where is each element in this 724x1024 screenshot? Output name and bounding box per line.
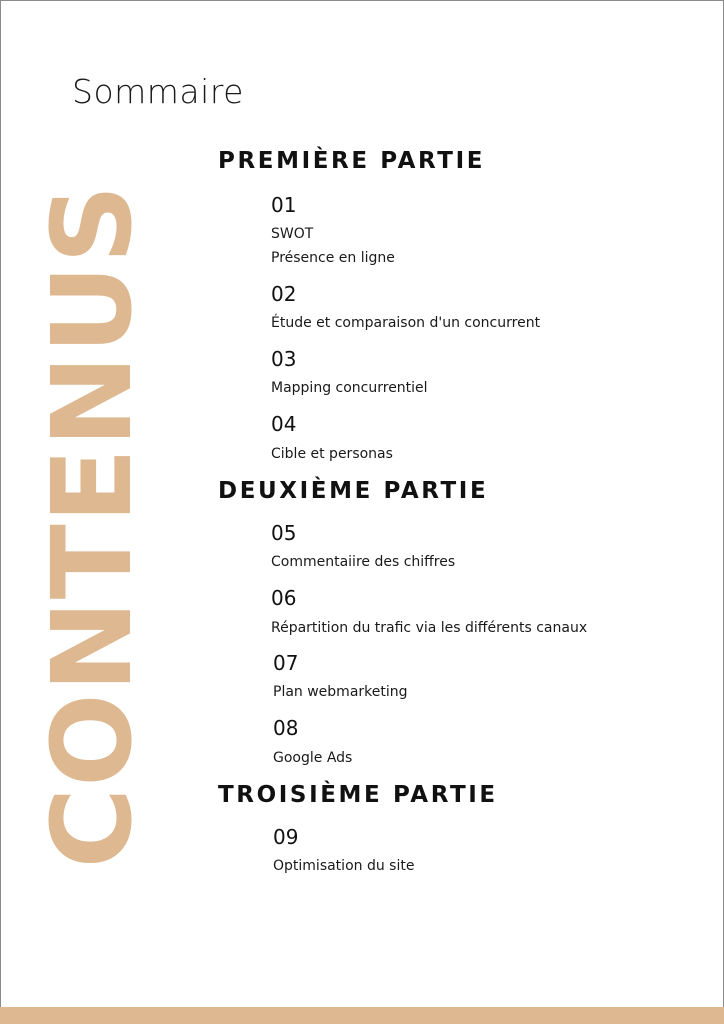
toc-item-plan-webmarketing: Plan webmarketing <box>273 684 408 700</box>
toc-item-repartition-trafic: Répartition du trafic via les différents canaux <box>271 620 588 636</box>
toc-item-etude-concurrent: Étude et comparaison d'un concurrent <box>271 315 541 331</box>
section-number-03: 03 <box>271 347 297 371</box>
section-number-08: 08 <box>273 716 299 740</box>
page-title: Sommaire <box>72 72 244 111</box>
toc-item-optimisation-site: Optimisation du site <box>273 858 415 874</box>
bottom-accent-band <box>0 1007 724 1024</box>
toc-item-mapping-concurrentiel: Mapping concurrentiel <box>271 380 428 396</box>
section-number-09: 09 <box>273 825 299 849</box>
section-number-04: 04 <box>271 412 297 436</box>
part-heading-3: TROISIÈME PARTIE <box>218 782 498 808</box>
section-number-01: 01 <box>271 193 297 217</box>
section-number-06: 06 <box>271 586 297 610</box>
section-number-07: 07 <box>273 651 299 675</box>
section-number-02: 02 <box>271 282 297 306</box>
toc-item-presence-en-ligne: Présence en ligne <box>271 250 395 266</box>
part-heading-2: DEUXIÈME PARTIE <box>218 478 489 504</box>
section-number-05: 05 <box>271 521 297 545</box>
part-heading-1: PREMIÈRE PARTIE <box>218 148 486 174</box>
toc-item-swot: SWOT <box>271 226 314 242</box>
toc-item-commentaire-chiffres: Commentaiire des chiffres <box>271 554 456 570</box>
toc-item-cible-personas: Cible et personas <box>271 446 393 462</box>
toc-item-google-ads: Google Ads <box>273 750 353 766</box>
vertical-decorative-word: CONTENUS <box>28 183 156 869</box>
